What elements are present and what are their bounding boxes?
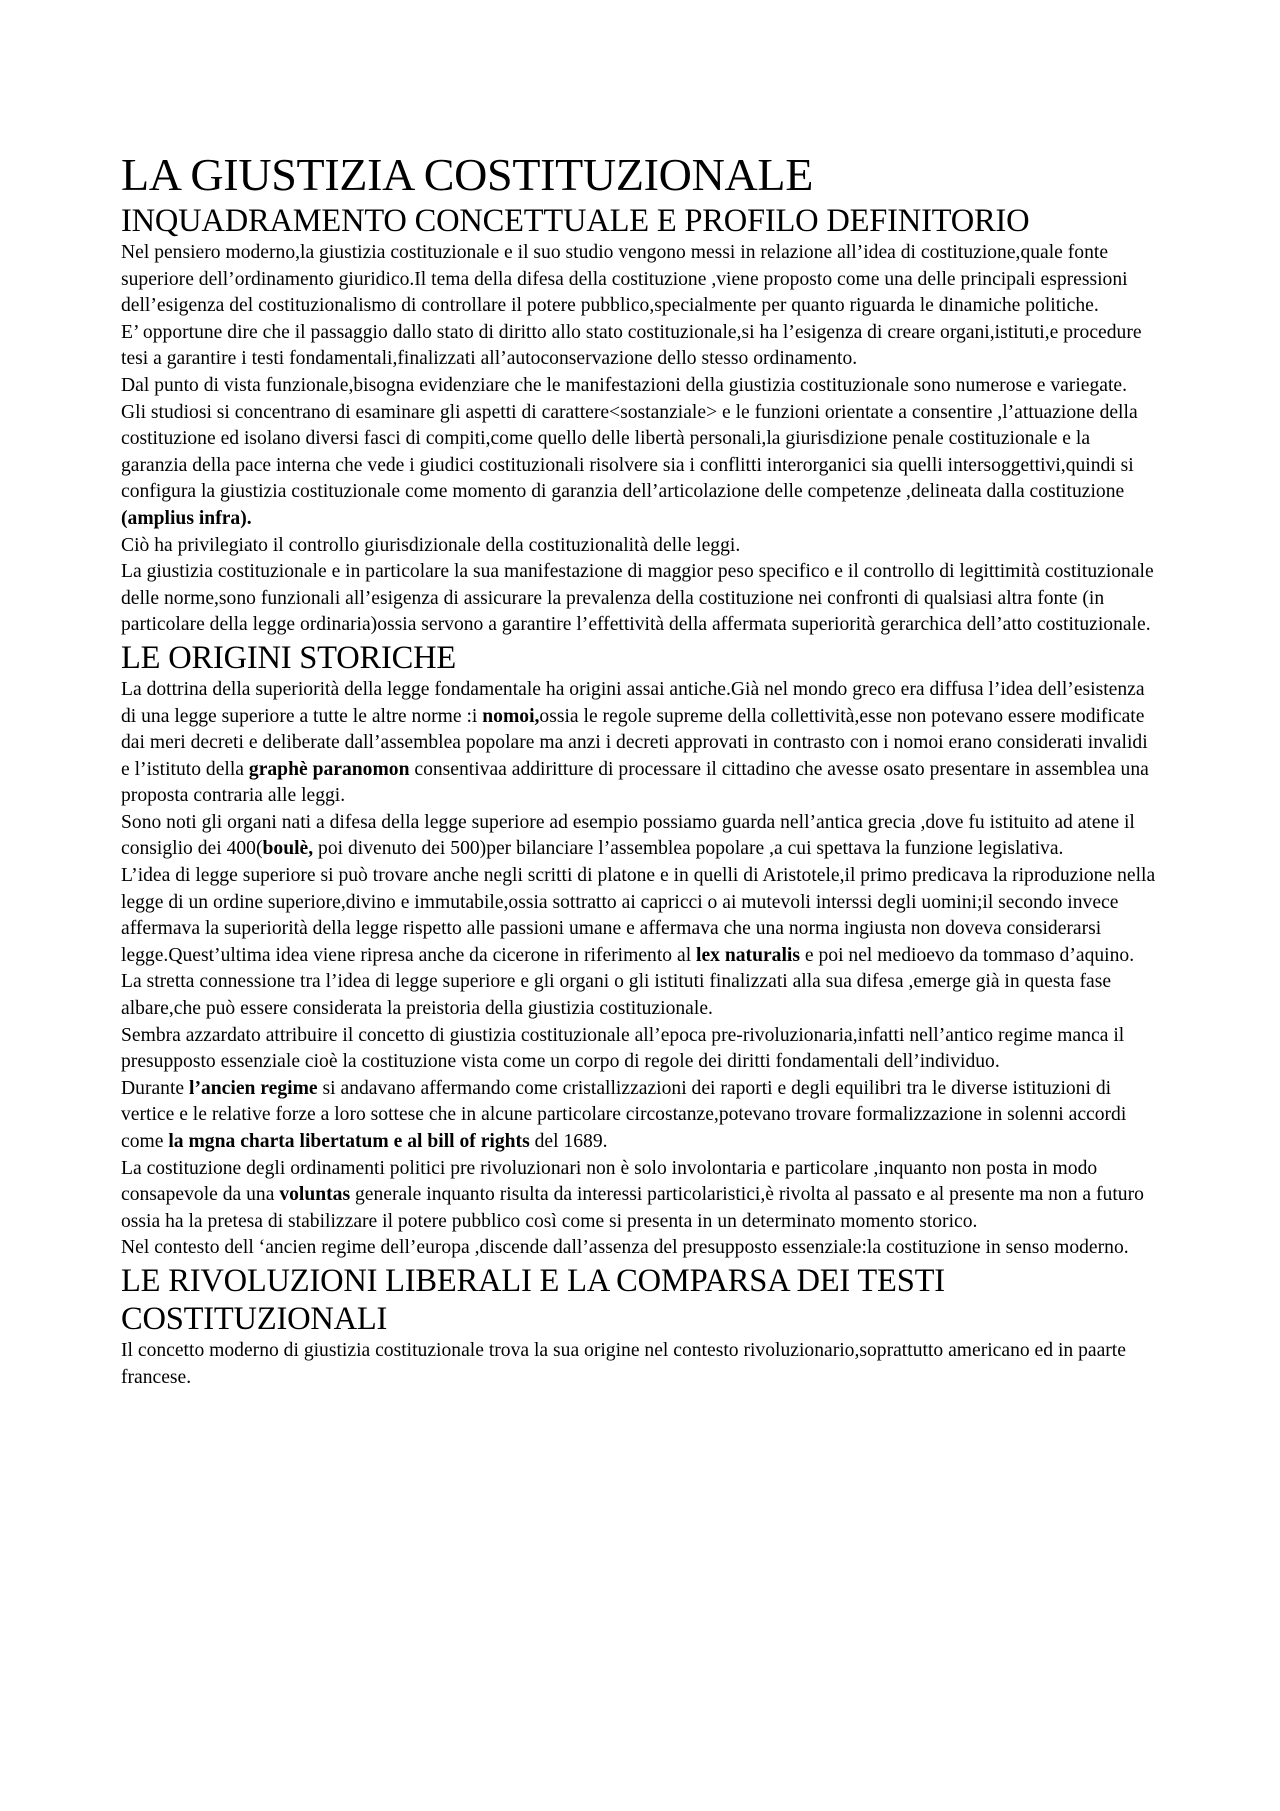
paragraph-text: La costituzione degli ordinamenti politici pre rivoluzionari non è solo involontaria e particolare ,inquanto non posta in modo consapevole da una: [121, 1157, 1098, 1206]
paragraph-text: Gli studiosi si concentrano di esaminare gli aspetti di carattere<sostanziale> e le funzioni orientate a consentire ,l’attuazione della costituzione ed isolano diversi fasci di compiti,come quello delle libertà personali,la giurisdizione penale costituzionale e la garanzia della pace interna che vede i giudici costituzionali risolvere sia i conflitti interorganici sia quelli intersoggettivi,quindi si configura la giustizia costituzionale come momento di garanzia dell’articolazione delle competenze ,delineata dalla costituzione: [121, 401, 1138, 503]
bold-text: lex naturalis: [696, 944, 800, 966]
paragraph: Nel pensiero moderno,la giustizia costituzionale e il suo studio vengono messi in relazione all’idea di costituzione,quale fonte superiore dell’ordinamento giuridico.Il tema della difesa della costituzione ,viene proposto come una delle principali espressioni dell’esigenza del costituzionalismo di controllare il potere pubblico,specialmente per quanto riguarda le dinamiche politiche.: [121, 242, 1128, 317]
paragraph-text: si andavano affermando come cristallizzazioni dei raporti e degli equilibri tra le diverse istituzioni di vertice e le relative forze a loro sottese che in alcune particolare circostanze,potevano trovare formalizzazione in solenni accordi come: [121, 1077, 1127, 1152]
bold-text: nomoi,: [482, 705, 540, 727]
paragraph: La giustizia costituzionale e in particolare la sua manifestazione di maggior peso specifico e il controllo di legittimità costituzionale delle norme,sono funzionali all’esigenza di assicurare la prevalenza della costituzione nei confronti di qualsiasi altra fonte (in particolare della legge ordinaria)ossia servono a garantire l’effettività della affermata superiorità gerarchica dell’atto costituzionale.: [121, 561, 1154, 636]
paragraph-text: poi divenuto dei 500)per bilanciare l’assemblea popolare ,a cui spettava la funzione legislativa.: [313, 838, 1064, 860]
paragraph: Ciò ha privilegiato il controllo giurisdizionale della costituzionalità delle leggi.: [121, 534, 741, 556]
paragraph: [121, 863, 1161, 969]
paragraph: Il concetto moderno di giustizia costituzionale trova la sua origine nel contesto rivoluzionario,soprattutto americano ed in paarte francese.: [121, 1339, 1126, 1388]
paragraph: Dal punto di vista funzionale,bisogna evidenziare che le manifestazioni della giustizia costituzionale sono numerose e variegate.: [121, 374, 1128, 396]
bold-text: voluntas: [279, 1184, 351, 1206]
paragraph-text: consentivaa addiritture di processare il cittadino che avesse osato presentare in assemblea una proposta contraria alle leggi.: [121, 758, 1149, 807]
paragraph: La stretta connessione tra l’idea di legge superiore e gli organi o gli istituti finalizzati alla sua difesa ,emerge già in questa fase albare,che può essere considerata la preistoria della giustizia costituzionale.: [121, 971, 1112, 1020]
paragraph-text: e poi nel medioevo da tommaso d’aquino.: [800, 944, 1135, 966]
paragraph-text: La dottrina della superiorità della legge fondamentale ha origini assai antiche.Già nel mondo greco era diffusa l’idea dell’esistenza di una legge superiore a tutte le altre norme :i: [121, 678, 1145, 727]
section-heading-origini: LE ORIGINI STORICHE: [121, 639, 457, 676]
bold-text: boulè,: [262, 838, 314, 860]
paragraph-text: del 1689.: [529, 1131, 608, 1152]
paragraph-text: Durante: [121, 1077, 190, 1099]
paragraph: E’ opportune dire che il passaggio dallo stato di diritto allo stato costituzionale,si ha l’esigenza di creare organi,istituti,e procedure tesi a garantire i testi fondamentali,finalizzati all’autoconservazione dello stesso ordinamento.: [121, 321, 1142, 370]
section-heading-rivoluzioni: LE RIVOLUZIONI LIBERALI E LA COMPARSA DEI TESTI COSTITUZIONALI: [121, 1262, 945, 1337]
paragraph-text: ossia le regole supreme della collettività,esse non potevano essere modificate dai meri decreti e deliberate dall’assemblea popolare ma anzi i decreti approvati in contrasto con i nomoi erano considerati invalidi e l’istituto della: [121, 705, 1148, 780]
bold-text: la mgna charta libertatum e al bill of rights: [168, 1131, 530, 1152]
paragraph-text: Sono noti gli organi nati a difesa della legge superiore ad esempio possiamo guarda nell’antica grecia ,dove fu istituito ad atene il consiglio dei 400(: [121, 811, 1135, 860]
bold-text: graphè paranomon: [248, 758, 410, 780]
paragraph: [121, 400, 1161, 533]
paragraph: [121, 1156, 1161, 1236]
paragraph: Sembra azzardato attribuire il concetto di giustizia costituzionale all’epoca pre-rivoluzionaria,infatti nell’antico regime manca il presupposto essenziale cioè la costituzione vista come un corpo di regole dei diritti fondamentali dell’individuo.: [121, 1024, 1125, 1073]
paragraph: Nel contesto dell ‘ancien regime dell’europa ,discende dall’assenza del presupposto essenziale:la costituzione in senso moderno.: [121, 1237, 1129, 1259]
paragraph: [121, 1076, 1161, 1156]
paragraph: [121, 677, 1161, 810]
bold-text: l’ancien regime: [189, 1077, 318, 1099]
paragraph: [121, 810, 1161, 863]
paragraph-text: L’idea di legge superiore si può trovare anche negli scritti di platone e in quelli di Aristotele,il primo predicava la riproduzione nella legge di un ordine superiore,divino e immutabile,ossia sottratto ai capricci o ai mutevoli interssi degli uomini;il secondo invece affermava la superiorità della legge rispetto alle passioni umane e affermava che una norma ingiusta non doveva considerarsi legge.Quest’ultima idea viene ripresa anche da cicerone in riferimento al: [121, 865, 1156, 966]
paragraph-text: generale inquanto risulta da interessi particolaristici,è rivolta al passato e al presente ma non a futuro ossia ha la pretesa di stabilizzare il potere pubblico così come si presenta in un determinato momento storico.: [121, 1184, 1144, 1232]
document-title: LA GIUSTIZIA COSTITUZIONALE: [121, 149, 814, 200]
document-page: [121, 150, 1161, 1391]
bold-text: (amplius infra).: [121, 507, 252, 529]
section-heading-inquadramento: INQUADRAMENTO CONCETTUALE E PROFILO DEFINITORIO: [121, 203, 1030, 239]
